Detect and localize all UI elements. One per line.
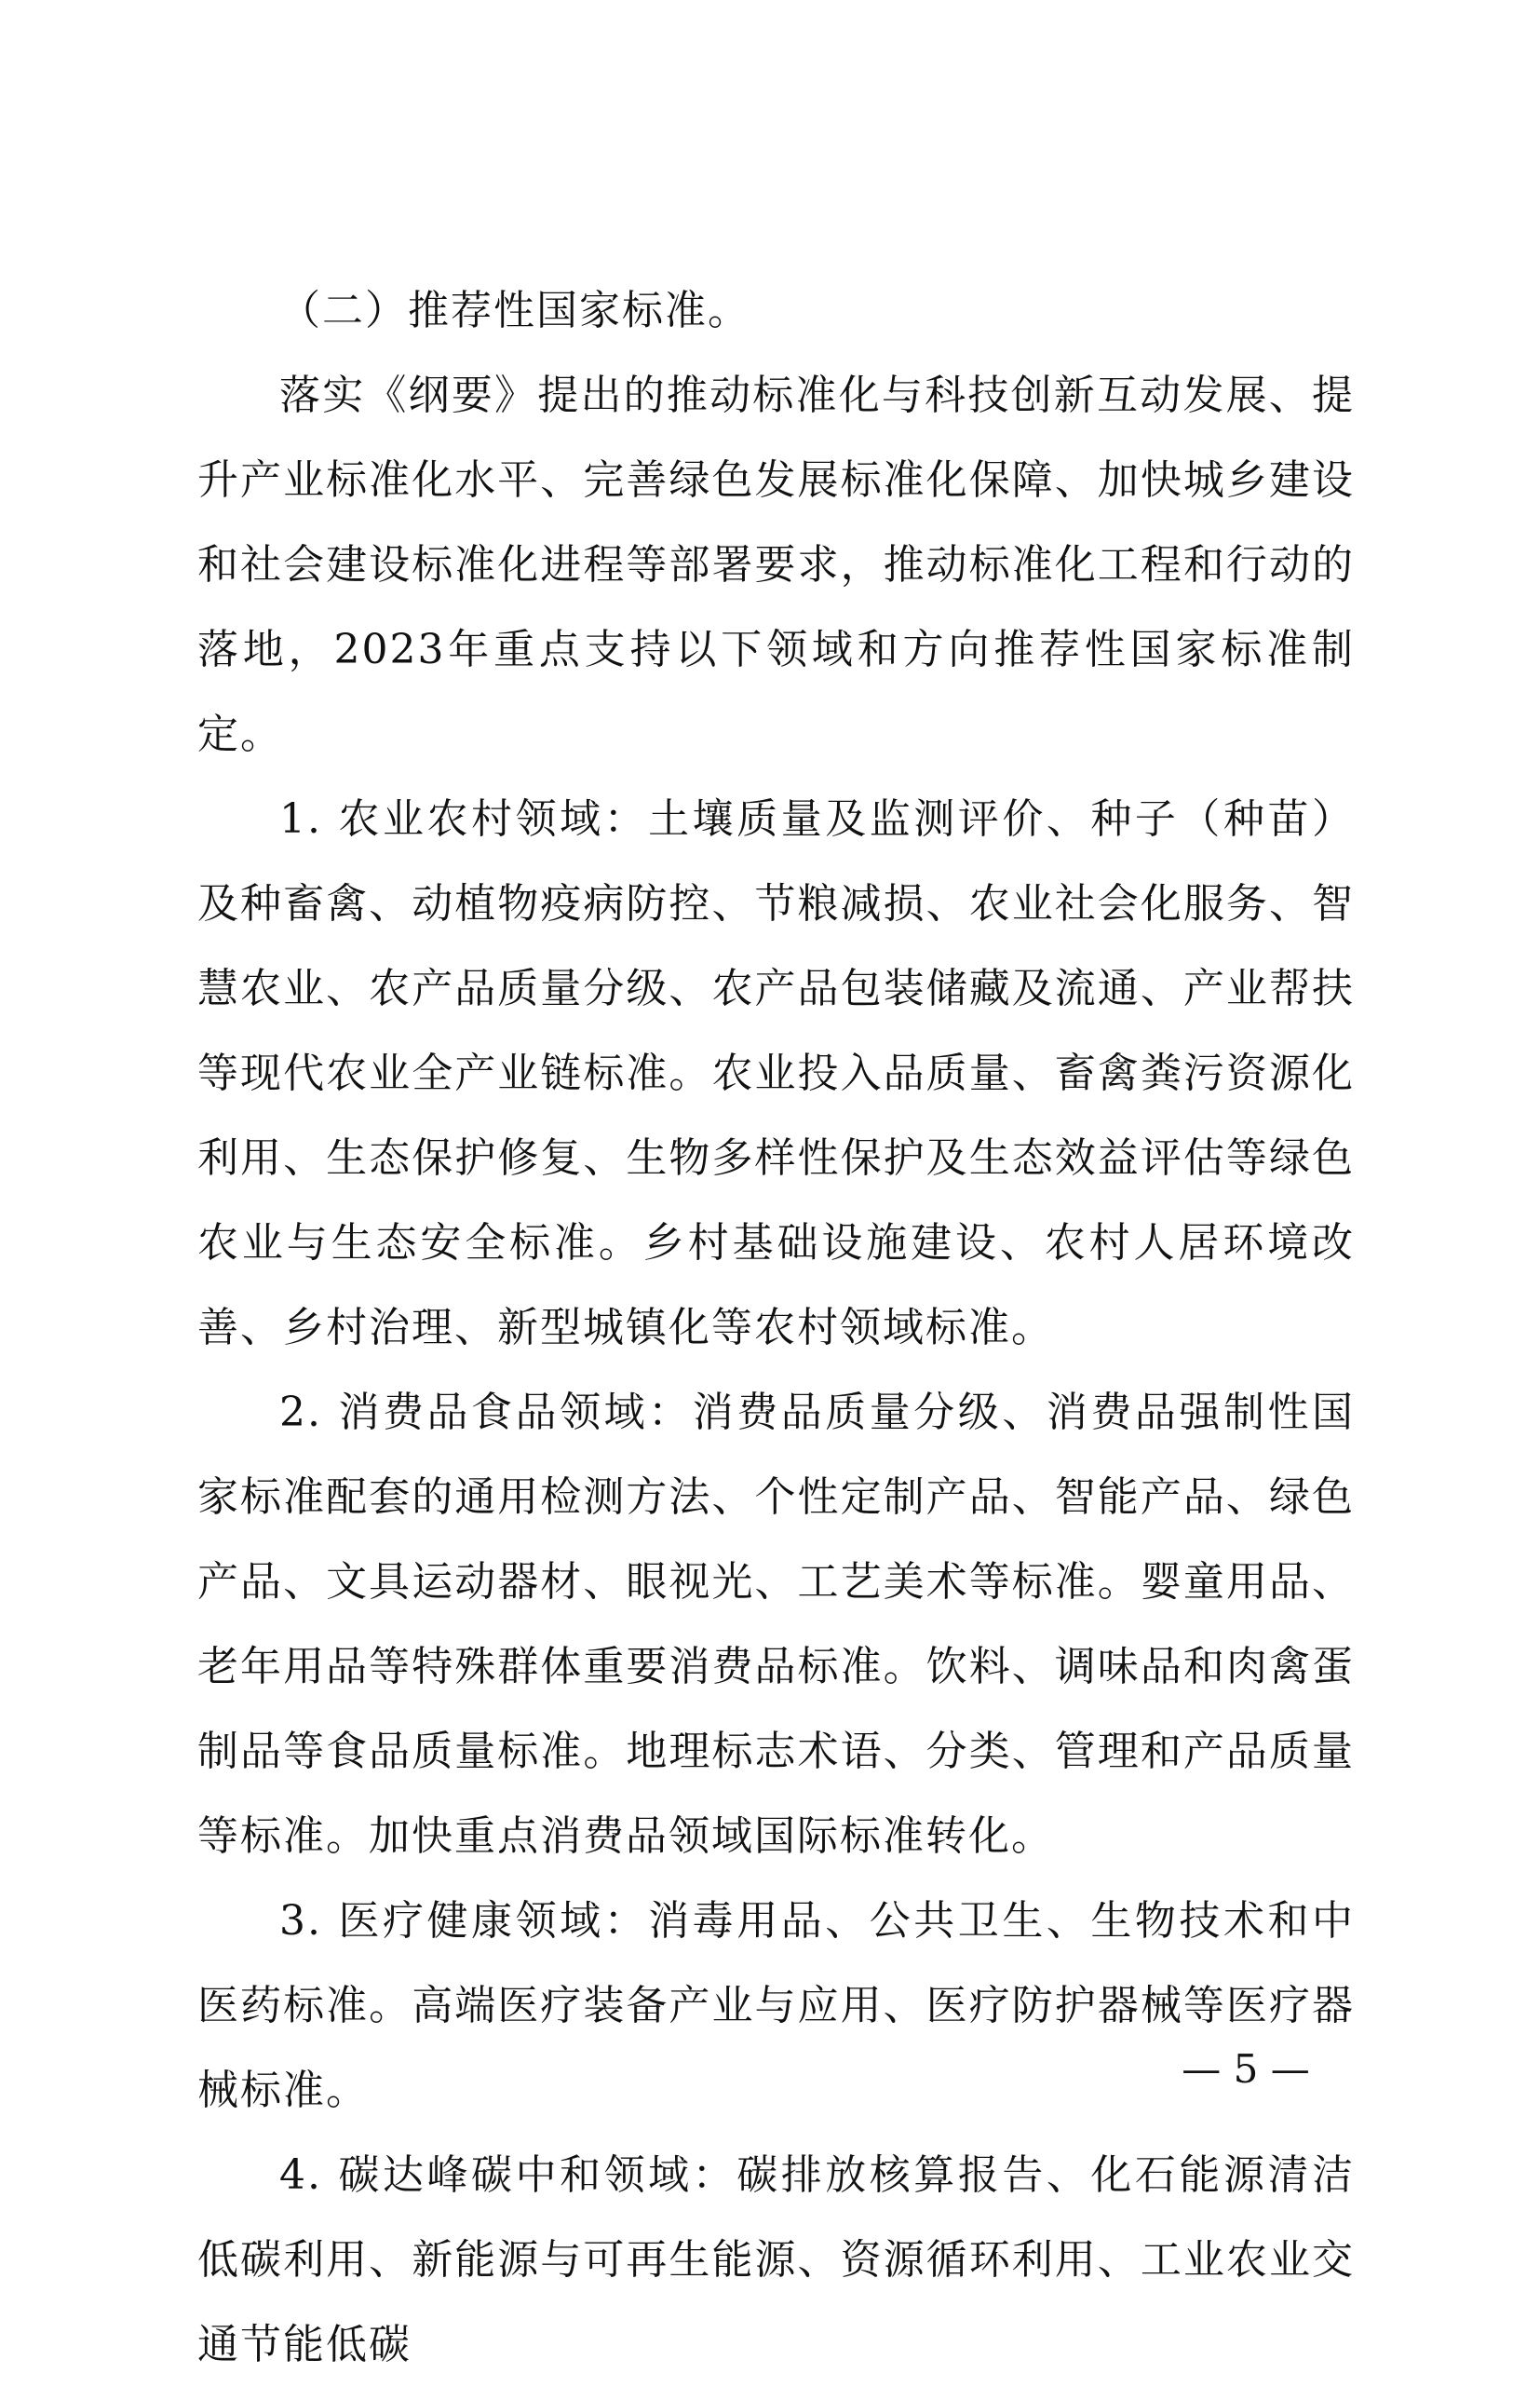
- item-consumer-goods: 2. 消费品食品领域：消费品质量分级、消费品强制性国家标准配套的通用检测方法、个性定制产品、智能产品、绿色产品、文具运动器材、眼视光、工艺美术等标准。婴童用品、老年用品等特殊群体重要消费品标准。饮料、调味品和肉禽蛋制品等食品质量标准。地理标志术语、分类、管理和产品质量等标准。加快重点消费品领域国际标准转化。: [197, 1389, 1355, 1860]
- item-healthcare: 3. 医疗健康领域：消毒用品、公共卫生、生物技术和中医药标准。高端医疗装备产业与应用、医疗防护器械等医疗器械标准。: [197, 1897, 1355, 2114]
- page-number: — 5 —: [1182, 2046, 1310, 2092]
- intro-paragraph: 落实《纲要》提出的推动标准化与科技创新互动发展、提升产业标准化水平、完善绿色发展标准化保障、加快城乡建设和社会建设标准化进程等部署要求，推动标准化工程和行动的落地，2023年重点支持以下领域和方向推荐性国家标准制定。: [197, 372, 1355, 758]
- item-agriculture: 1. 农业农村领域：土壤质量及监测评价、种子（种苗）及种畜禽、动植物疫病防控、节粮减损、农业社会化服务、智慧农业、农产品质量分级、农产品包装储藏及流通、产业帮扶等现代农业全产业链标准。农业投入品质量、畜禽粪污资源化利用、生态保护修复、生物多样性保护及生态效益评估等绿色农业与生态安全标准。乡村基础设施建设、农村人居环境改善、乡村治理、新型城镇化等农村领域标准。: [197, 795, 1355, 1351]
- section-heading: （二）推荐性国家标准。: [279, 287, 750, 334]
- item-carbon: 4. 碳达峰碳中和领域：碳排放核算报告、化石能源清洁低碳利用、新能源与可再生能源、资源循环利用、工业农业交通节能低碳: [197, 2151, 1355, 2368]
